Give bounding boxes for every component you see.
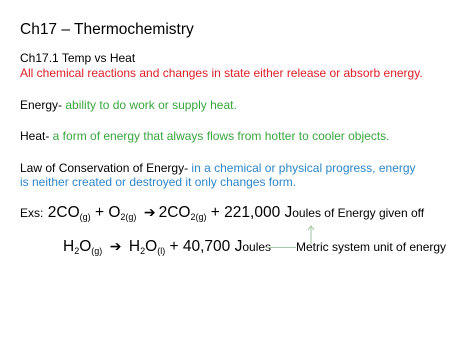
heat-definition — [20, 130, 390, 144]
eq1-product-co2: $2CO_{2(g)}$ — [158, 204, 207, 222]
heat-term: Heat- — [20, 129, 50, 143]
law-definition-line1 — [20, 162, 416, 176]
energy-text: ability to do work or supply heat. — [62, 98, 237, 112]
eq1-reactant-co: $2CO_{(g)}$ — [47, 204, 91, 222]
eq1-reactant-o2: + $O_{2(g)}$ — [90, 204, 137, 222]
law-term: Law of Conservation of Energy- — [20, 161, 189, 175]
eq2-energy-value: + 40,700 J — [165, 238, 243, 255]
unit-annotation: Metric system unit of energy — [296, 240, 447, 254]
eq1-energy-value: + 221,000 J — [206, 204, 293, 221]
law-definition-line2: is neither created or destroyed it only changes form. — [20, 175, 297, 189]
eq1-energy-unit: oules of Energy given off — [292, 206, 425, 220]
example-equation-1 — [20, 204, 424, 222]
eq2-reactant-water: $H_2O_{(g)}$ — [63, 238, 103, 256]
example-equation-2 — [63, 238, 271, 256]
slide-title: Ch17 – Thermochemistry — [20, 21, 194, 38]
energy-term: Energy- — [20, 98, 63, 112]
energy-definition — [20, 99, 237, 113]
eq2-energy-unit: oules — [242, 240, 272, 254]
eq2-product-water: $H_2O_{(l)}$ — [128, 238, 166, 256]
annotation-connector-line — [266, 247, 296, 248]
heat-text: a form of energy that always flows from hotter to cooler objects. — [49, 129, 390, 143]
arrow-icon: ➔ — [143, 204, 156, 220]
intro-statement: All chemical reactions and changes in state either release or absorb energy. — [20, 66, 423, 80]
law-text-1: in a chemical or physical progress, energy — [188, 161, 416, 175]
examples-label: Exs: — [20, 206, 44, 220]
arrow-icon: ➔ — [109, 238, 122, 254]
section-heading: Ch17.1 Temp vs Heat — [20, 51, 136, 65]
